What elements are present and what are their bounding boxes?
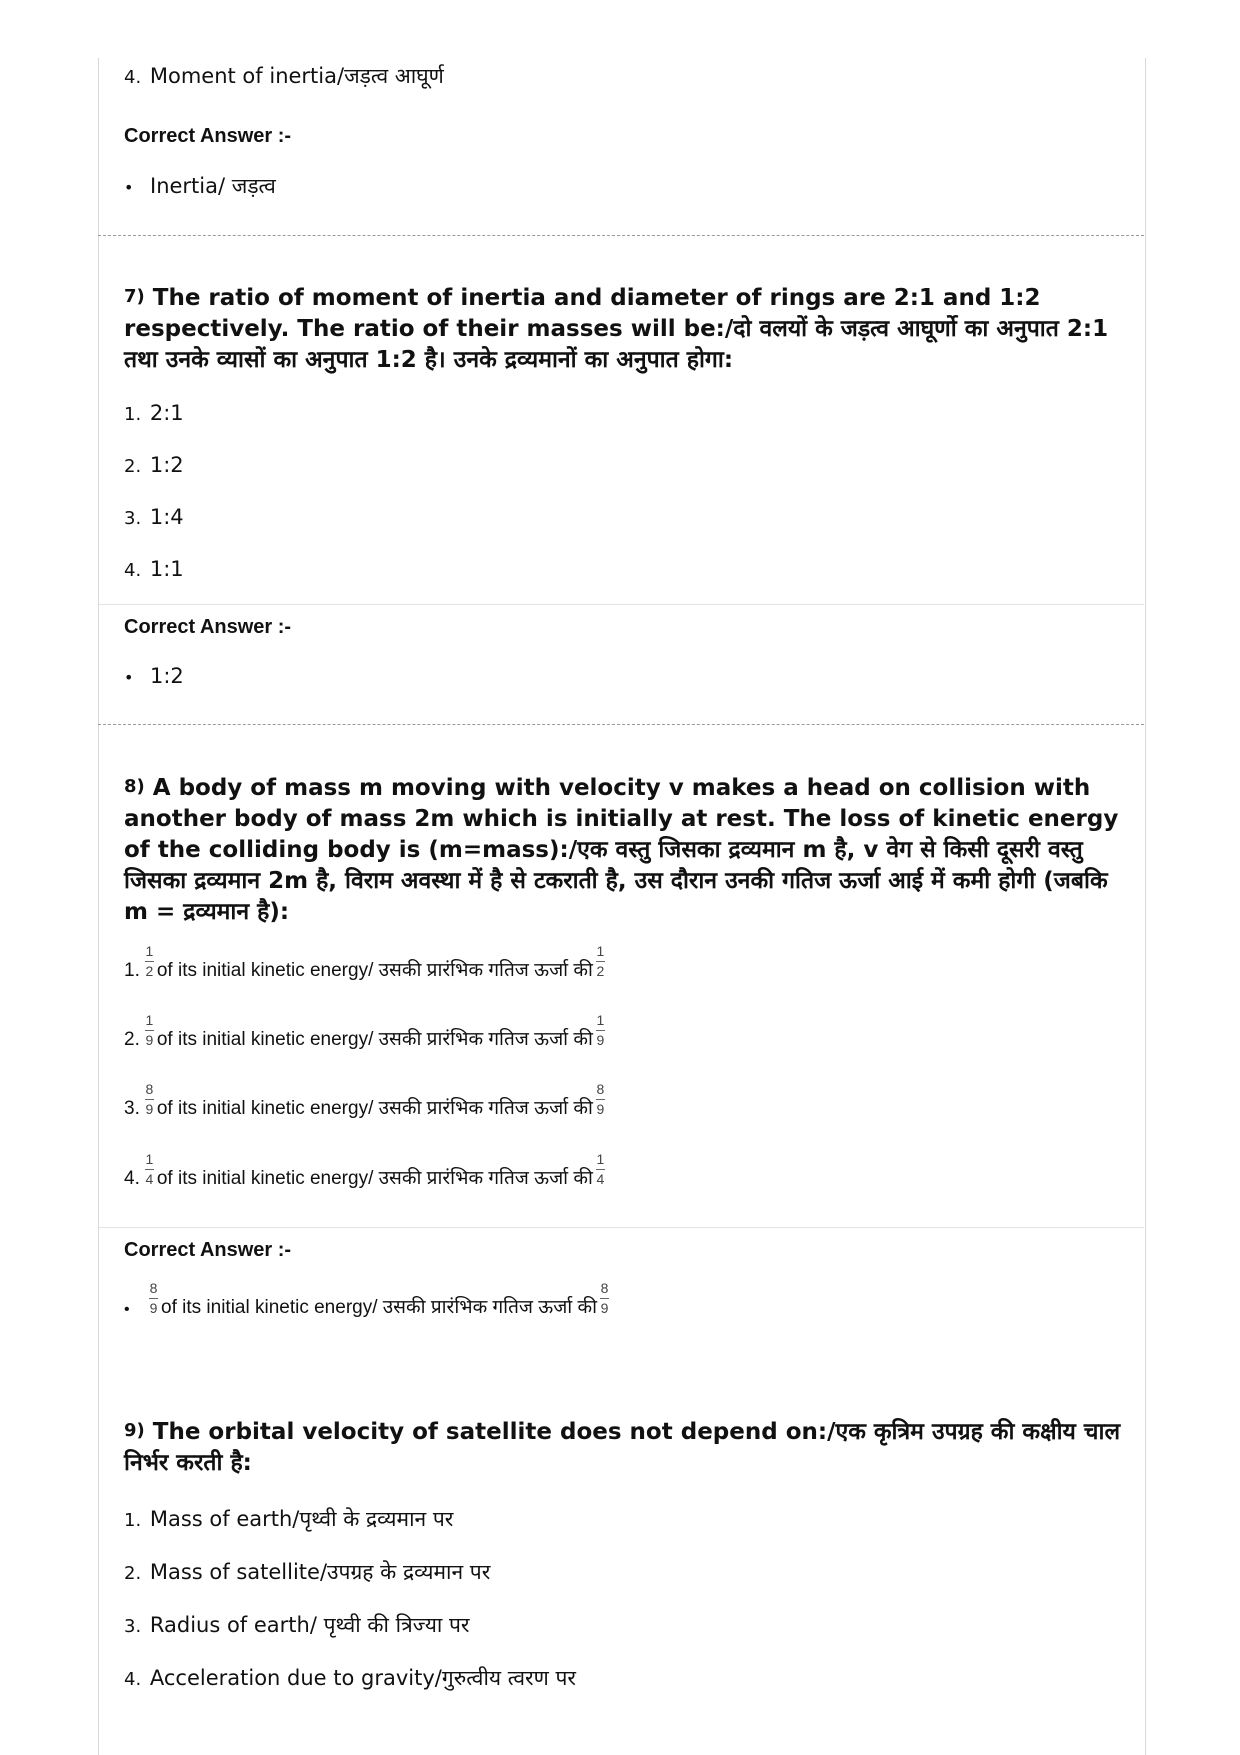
option-number: 4. [124, 67, 142, 88]
fraction-numerator: 1 [145, 943, 154, 959]
answer-divider [98, 1227, 1144, 1228]
q9-option-3 [124, 1611, 470, 1641]
question-divider [98, 235, 1144, 236]
option-text: of its initial kinetic energy/ उसकी प्रारंभिक गतिज ऊर्जा की [156, 960, 593, 981]
fraction-numerator: 1 [145, 1151, 154, 1167]
fraction-numerator: 1 [596, 1012, 605, 1028]
prev-option-4 [124, 62, 444, 92]
q8-option-2 [124, 1012, 608, 1051]
answer-divider [98, 604, 1144, 605]
option-text: of its initial kinetic energy/ उसकी प्रारंभिक गतिज ऊर्जा की [156, 1029, 593, 1050]
fraction [596, 944, 605, 978]
q8-option-4 [124, 1151, 608, 1190]
option-text: Radius of earth/ पृथ्वी की त्रिज्या पर [149, 1613, 470, 1637]
q7-option-3 [124, 503, 184, 533]
option-number: 4. [124, 560, 142, 581]
fraction-denominator: 2 [596, 963, 605, 979]
q8-option-3 [124, 1081, 608, 1120]
fraction-denominator: 9 [149, 1300, 158, 1316]
option-text: Mass of satellite/उपग्रह के द्रव्यमान पर [149, 1560, 491, 1584]
correct-answer [124, 1280, 612, 1319]
question-body: A body of mass m moving with velocity v makes a head on collision with another body of mass 2m which is initially at rest. The loss of kinetic energy of the colliding body is (m=mass):/एक वस्तु जिसका द्रव्यमान m है, v वेग से किसी दूसरी वस्तु जिसका द्रव्यमान 2m है, विराम अवस्था में है से टकराती है, उस दौरान उनकी गतिज ऊर्जा आई में कमी होगी (जबकि m = द्रव्यमान है): [124, 775, 1119, 925]
bullet-icon: • [124, 178, 134, 197]
bullet-icon: • [124, 668, 134, 687]
correct-answer-text: of its initial kinetic energy/ उसकी प्रारंभिक गतिज ऊर्जा की [161, 1297, 598, 1318]
option-text: Moment of inertia/जड़त्व आघूर्ण [149, 64, 444, 88]
option-number: 1. [124, 1510, 142, 1531]
q9-option-1 [124, 1505, 453, 1535]
question-7-text [124, 281, 1124, 376]
option-text: of its initial kinetic energy/ उसकी प्रारंभिक गतिज ऊर्जा की [156, 1168, 593, 1189]
option-number: 4. [124, 1168, 140, 1189]
fraction-numerator: 8 [596, 1081, 605, 1097]
fraction-denominator: 2 [145, 963, 154, 979]
fraction [145, 944, 154, 978]
question-body: The ratio of moment of inertia and diameter of rings are 2:1 and 1:2 respectively. The ratio of their masses will be:/दो वलयों के जड़त्व आघूर्णो का अनुपात 2:1 तथा उनके व्यासों का अनुपात 1:2 है। उनके द्रव्यमानों का अनुपात होगा: [124, 285, 1109, 373]
correct-answer [124, 172, 276, 200]
fraction-denominator: 9 [145, 1101, 154, 1117]
option-number: 3. [124, 508, 142, 529]
fraction-numerator: 1 [145, 1012, 154, 1028]
fraction-numerator: 1 [596, 943, 605, 959]
q7-option-1 [124, 399, 184, 429]
question-number: 8) [124, 776, 145, 797]
fraction-numerator: 1 [596, 1151, 605, 1167]
option-number: 4. [124, 1669, 142, 1690]
correct-answer-label: Correct Answer :- [124, 1239, 292, 1261]
fraction [149, 1281, 158, 1315]
fraction [596, 1013, 605, 1047]
fraction-denominator: 9 [596, 1101, 605, 1117]
option-text: 1:2 [149, 453, 184, 477]
fraction-denominator: 4 [596, 1171, 605, 1187]
question-9-text [124, 1415, 1124, 1479]
bullet-icon: • [124, 1301, 130, 1318]
fraction-denominator: 4 [145, 1171, 154, 1187]
fraction-denominator: 9 [145, 1032, 154, 1048]
q7-option-4 [124, 555, 184, 585]
option-number: 1. [124, 960, 140, 981]
correct-answer-label: Correct Answer :- [124, 125, 292, 147]
option-number: 2. [124, 1563, 142, 1584]
fraction-denominator: 9 [596, 1032, 605, 1048]
fraction [145, 1013, 154, 1047]
question-divider [98, 724, 1144, 725]
question-number: 9) [124, 1420, 145, 1441]
fraction [600, 1281, 609, 1315]
fraction [596, 1082, 605, 1116]
option-text: 1:4 [149, 505, 184, 529]
fraction-numerator: 8 [149, 1280, 158, 1296]
option-number: 3. [124, 1098, 140, 1119]
option-number: 2. [124, 1029, 140, 1050]
fraction-numerator: 8 [600, 1280, 609, 1296]
correct-answer-text: Inertia/ जड़त्व [150, 174, 276, 198]
option-text: Mass of earth/पृथ्वी के द्रव्यमान पर [149, 1507, 454, 1531]
correct-answer [124, 664, 184, 688]
fraction [596, 1152, 605, 1186]
option-text: of its initial kinetic energy/ उसकी प्रारंभिक गतिज ऊर्जा की [156, 1098, 593, 1119]
q8-option-1 [124, 943, 608, 982]
question-body: The orbital velocity of satellite does not depend on:/एक कृत्रिम उपग्रह की कक्षीय चाल निर्भर करती है: [124, 1419, 1121, 1476]
question-number: 7) [124, 286, 145, 307]
option-text: 1:1 [149, 557, 184, 581]
option-number: 1. [124, 404, 142, 425]
q9-option-4 [124, 1664, 576, 1694]
option-text: 2:1 [149, 401, 184, 425]
fraction-denominator: 9 [600, 1300, 609, 1316]
fraction [145, 1152, 154, 1186]
correct-answer-label: Correct Answer :- [124, 616, 292, 638]
option-number: 3. [124, 1616, 142, 1637]
option-text: Acceleration due to gravity/गुरुत्वीय त्वरण पर [149, 1666, 576, 1690]
correct-answer-text: 1:2 [150, 664, 184, 688]
option-number: 2. [124, 456, 142, 477]
fraction-numerator: 8 [145, 1081, 154, 1097]
q9-option-2 [124, 1558, 490, 1588]
question-8-text [124, 771, 1124, 928]
fraction [145, 1082, 154, 1116]
q7-option-2 [124, 451, 184, 481]
